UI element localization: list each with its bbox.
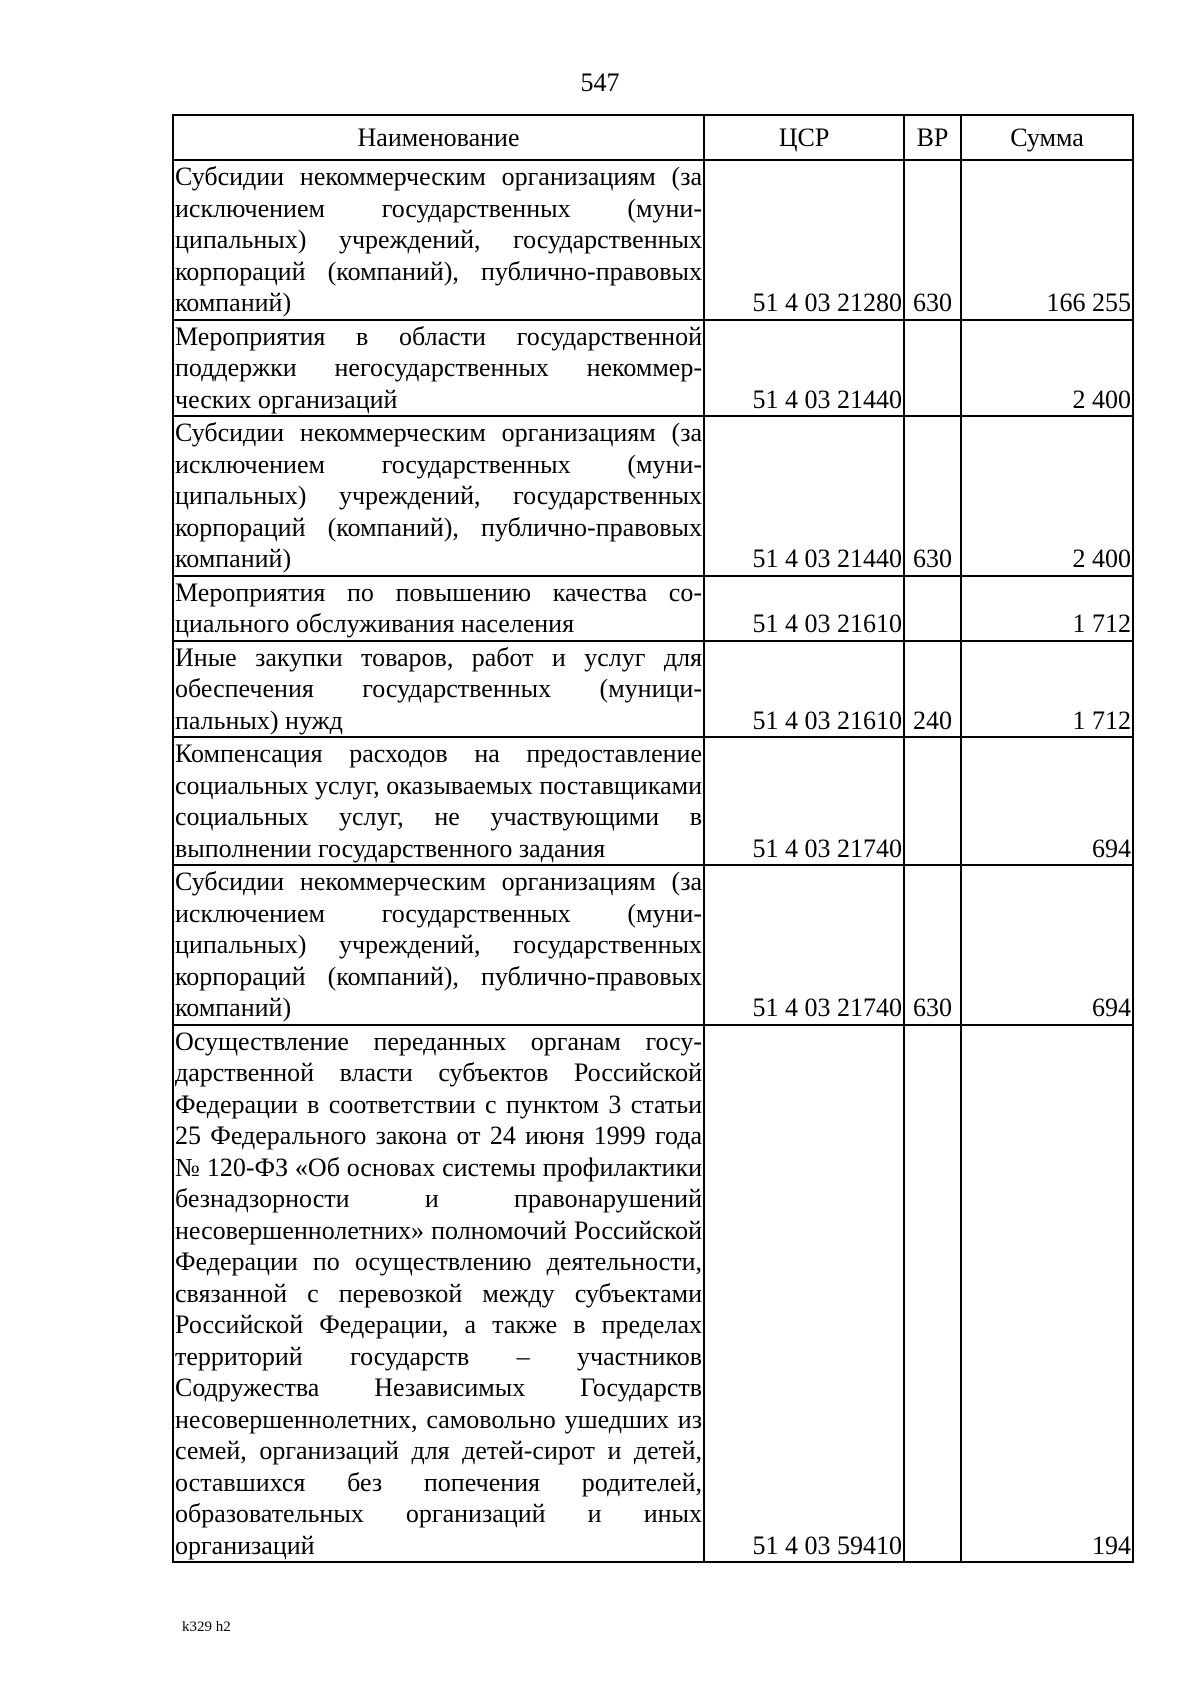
row-name: Компенсация расходов на предоставление социальных услуг, оказываемых поставщиками социальных услуг, не участвующими в выполнении государственного задания <box>173 737 704 865</box>
row-vr <box>904 576 961 641</box>
row-name: Субсидии некоммерческим организациям (за исключением государственных (муниципальных) учреждений, государственных корпораций (компаний), публично-правовых компаний) <box>173 160 704 320</box>
table-row <box>173 576 1133 641</box>
row-vr <box>904 320 961 417</box>
row-vr <box>904 737 961 865</box>
table-row <box>173 416 1133 576</box>
table-row <box>173 641 1133 738</box>
row-sum: 2 400 <box>961 416 1133 576</box>
row-sum: 194 <box>961 1025 1133 1563</box>
header-csr: ЦСР <box>704 115 904 160</box>
row-csr: 51 4 03 21610 <box>704 576 904 641</box>
row-csr: 51 4 03 21440 <box>704 320 904 417</box>
row-name: Мероприятия в области государственной поддержки негосударственных некоммерческих организаций <box>173 320 704 417</box>
row-sum: 2 400 <box>961 320 1133 417</box>
table-row <box>173 737 1133 865</box>
row-vr: 630 <box>904 160 961 320</box>
row-csr: 51 4 03 21280 <box>704 160 904 320</box>
header-vr: ВР <box>904 115 961 160</box>
row-sum: 166 255 <box>961 160 1133 320</box>
header-name: Наименование <box>173 115 704 160</box>
footer-code: k329 h2 <box>182 1619 231 1635</box>
row-sum: 1 712 <box>961 641 1133 738</box>
row-vr <box>904 1025 961 1563</box>
row-name: Субсидии некоммерческим организациям (за исключением государственных (муниципальных) учреждений, государственных корпораций (компаний), публично-правовых компаний) <box>173 865 704 1025</box>
row-csr: 51 4 03 21440 <box>704 416 904 576</box>
row-csr: 51 4 03 59410 <box>704 1025 904 1563</box>
table-row <box>173 320 1133 417</box>
row-vr: 630 <box>904 416 961 576</box>
row-name: Иные закупки товаров, работ и услуг для обеспечения государственных (муниципальных) нужд <box>173 641 704 738</box>
table-header <box>173 115 1133 160</box>
page-number: 547 <box>580 68 620 97</box>
table-row <box>173 160 1133 320</box>
header-sum: Сумма <box>961 115 1133 160</box>
row-sum: 694 <box>961 865 1133 1025</box>
table-body <box>173 160 1133 1562</box>
row-vr: 630 <box>904 865 961 1025</box>
row-name: Мероприятия по повышению качества социального обслуживания населения <box>173 576 704 641</box>
table-row <box>173 1025 1133 1563</box>
table-row <box>173 865 1133 1025</box>
row-sum: 1 712 <box>961 576 1133 641</box>
row-name: Субсидии некоммерческим организациям (за исключением государственных (муниципальных) учреждений, государственных корпораций (компаний), публично-правовых компаний) <box>173 416 704 576</box>
row-name: Осуществление переданных органам государственной власти субъектов Российской Федерации в соответствии с пунктом 3 статьи 25 Федерального закона от 24 июня 1999 года № 120-ФЗ «Об основах системы профилактики безнадзорности и правонарушений несовершеннолетних» полномочий Российской Федерации по осуществлению деятельности, связанной с перевозкой между субъектами Российской Федерации, а также в пределах территорий государств – участников Содружества Независимых Государств несовершеннолетних, самовольно ушедших из семей, организаций для детей-сирот и детей, оставшихся без попечения родителей, образовательных организаций и иных организаций <box>173 1025 704 1563</box>
row-vr: 240 <box>904 641 961 738</box>
header-row <box>173 115 1133 160</box>
row-csr: 51 4 03 21610 <box>704 641 904 738</box>
row-csr: 51 4 03 21740 <box>704 865 904 1025</box>
row-sum: 694 <box>961 737 1133 865</box>
budget-table <box>172 114 1134 1563</box>
row-csr: 51 4 03 21740 <box>704 737 904 865</box>
